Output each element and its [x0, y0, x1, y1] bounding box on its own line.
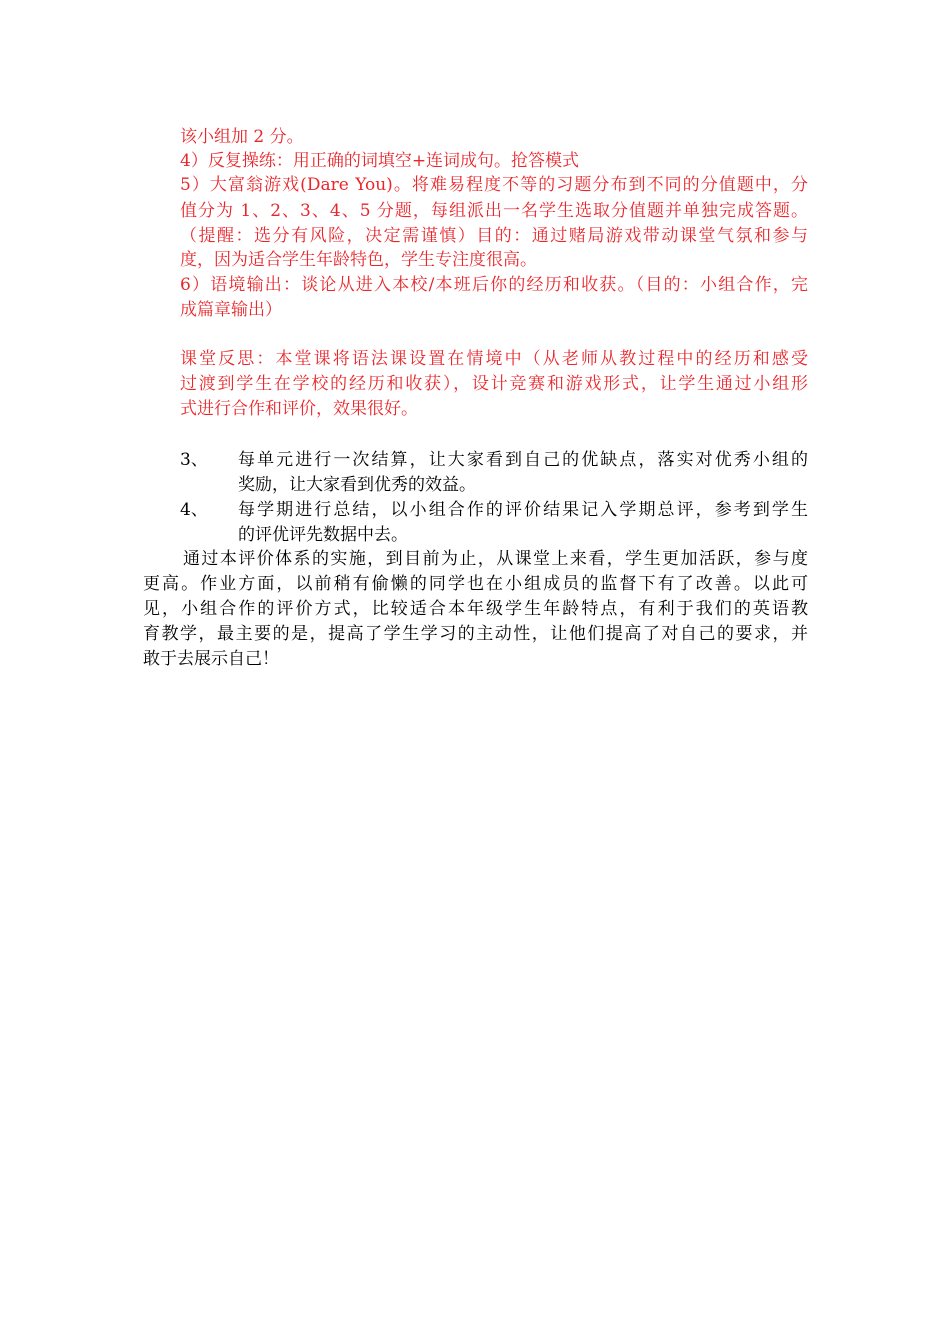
- text-line: 敢于去展示自己！: [143, 649, 279, 669]
- text-line: 式进行合作和评价，效果很好。: [180, 399, 418, 419]
- text-line: 度，因为适合学生年龄特色，学生专注度很高。: [180, 250, 537, 270]
- text-line: 每学期进行总结，以小组合作的评价结果记入学期总评，参考到学生: [238, 500, 808, 520]
- text-line: 4）反复操练：用正确的词填空+连词成句。抢答模式: [180, 151, 580, 171]
- text-line: 课堂反思：本堂课将语法课设置在情境中（从老师从教过程中的经历和感受: [180, 349, 808, 369]
- list-number: 3、: [180, 450, 208, 470]
- list-number: 4、: [180, 500, 208, 520]
- text-line: 奖励，让大家看到优秀的效益。: [238, 475, 476, 495]
- text-line: 6）语境输出：谈论从进入本校/本班后你的经历和收获。（目的：小组合作，完: [180, 275, 808, 295]
- text-line: 见，小组合作的评价方式，比较适合本年级学生年龄特点，有利于我们的英语教: [143, 599, 808, 619]
- text-line: 育教学，最主要的是，提高了学生学习的主动性，让他们提高了对自己的要求，并: [143, 624, 808, 644]
- text-line: 过渡到学生在学校的经历和收获），设计竞赛和游戏形式，让学生通过小组形: [180, 374, 808, 394]
- text-line: 成篇章输出）: [180, 300, 282, 320]
- text-line: （提醒：选分有风险，决定需谨慎）目的：通过赌局游戏带动课堂气氛和参与: [180, 226, 808, 246]
- text-line: 值分为 1、2、3、4、5 分题，每组派出一名学生选取分值题并单独完成答题。: [180, 201, 808, 221]
- text-line: 的评优评先数据中去。: [238, 525, 408, 545]
- text-line: 5）大富翁游戏(Dare You)。将难易程度不等的习题分布到不同的分值题中，分: [180, 175, 808, 195]
- text-line: 该小组加 2 分。: [180, 127, 304, 147]
- text-line: 每单元进行一次结算，让大家看到自己的优缺点，落实对优秀小组的: [238, 450, 808, 470]
- text-line: 通过本评价体系的实施，到目前为止，从课堂上来看，学生更加活跃，参与度: [183, 549, 808, 569]
- text-line: 更高。作业方面，以前稍有偷懒的同学也在小组成员的监督下有了改善。以此可: [143, 574, 808, 594]
